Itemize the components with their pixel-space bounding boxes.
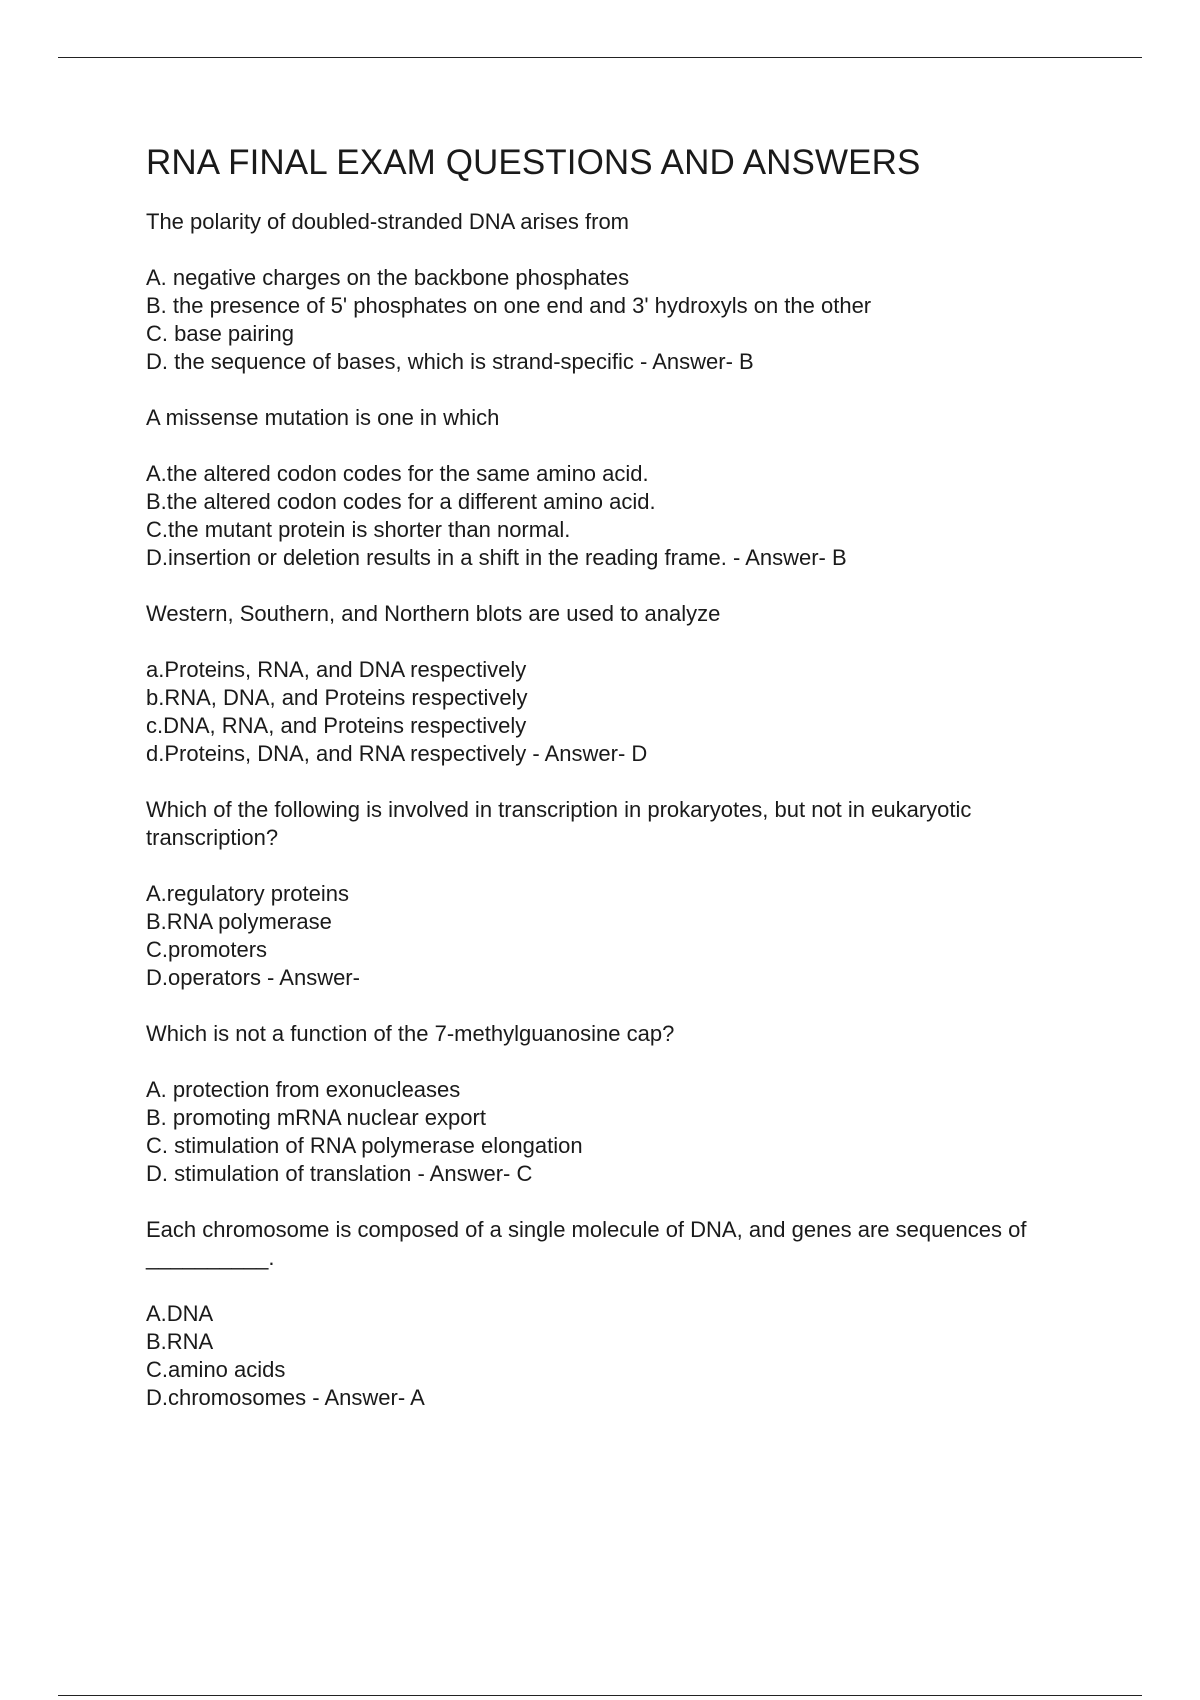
answer-option: A.regulatory proteins	[146, 881, 349, 906]
answer-option: B.the altered codon codes for a different amino acid.	[146, 489, 656, 514]
answer-option: D. the sequence of bases, which is strand-specific - Answer- B	[146, 349, 754, 374]
question-text: Western, Southern, and Northern blots are used to analyze	[146, 601, 721, 626]
document-body	[146, 142, 1106, 1440]
question-text: A missense mutation is one in which	[146, 405, 500, 430]
answer-option: C. stimulation of RNA polymerase elongation	[146, 1133, 583, 1158]
answer-option: D.chromosomes - Answer- A	[146, 1385, 425, 1410]
answer-option: A. negative charges on the backbone phosphates	[146, 265, 630, 290]
answer-option: D. stimulation of translation - Answer- C	[146, 1161, 533, 1186]
answer-option: A.DNA	[146, 1301, 214, 1326]
answer-option: a.Proteins, RNA, and DNA respectively	[146, 657, 527, 682]
answer-option: c.DNA, RNA, and Proteins respectively	[146, 713, 527, 738]
answer-option: C.amino acids	[146, 1357, 286, 1382]
answer-option: B.RNA	[146, 1329, 214, 1354]
answer-option: B. promoting mRNA nuclear export	[146, 1105, 486, 1130]
answer-option: C.promoters	[146, 937, 268, 962]
question-block-4	[146, 796, 1106, 992]
question-text: Each chromosome is composed of a single molecule of DNA, and genes are sequences of __________.	[146, 1217, 1027, 1270]
header-rule	[58, 57, 1142, 58]
footer-rule	[58, 1695, 1142, 1696]
answer-option: A.the altered codon codes for the same amino acid.	[146, 461, 649, 486]
answer-option: D.operators - Answer-	[146, 965, 360, 990]
answer-option: A. protection from exonucleases	[146, 1077, 461, 1102]
question-block-1	[146, 208, 1106, 376]
document-title: RNA FINAL EXAM QUESTIONS AND ANSWERS	[146, 143, 921, 182]
question-text: The polarity of doubled-stranded DNA arises from	[146, 209, 630, 234]
answer-option: b.RNA, DNA, and Proteins respectively	[146, 685, 528, 710]
question-block-5	[146, 1020, 1106, 1188]
answer-option: d.Proteins, DNA, and RNA respectively - Answer- D	[146, 741, 648, 766]
answer-option: B. the presence of 5' phosphates on one end and 3' hydroxyls on the other	[146, 293, 872, 318]
question-block-2	[146, 404, 1106, 572]
answer-option: B.RNA polymerase	[146, 909, 332, 934]
answer-option: D.insertion or deletion results in a shift in the reading frame. - Answer- B	[146, 545, 847, 570]
question-block-3	[146, 600, 1106, 768]
answer-option: C.the mutant protein is shorter than normal.	[146, 517, 571, 542]
question-text: Which is not a function of the 7-methylguanosine cap?	[146, 1021, 675, 1046]
question-text: Which of the following is involved in transcription in prokaryotes, but not in eukaryotic transcription?	[146, 797, 972, 850]
question-block-6	[146, 1216, 1106, 1412]
answer-option: C. base pairing	[146, 321, 294, 346]
